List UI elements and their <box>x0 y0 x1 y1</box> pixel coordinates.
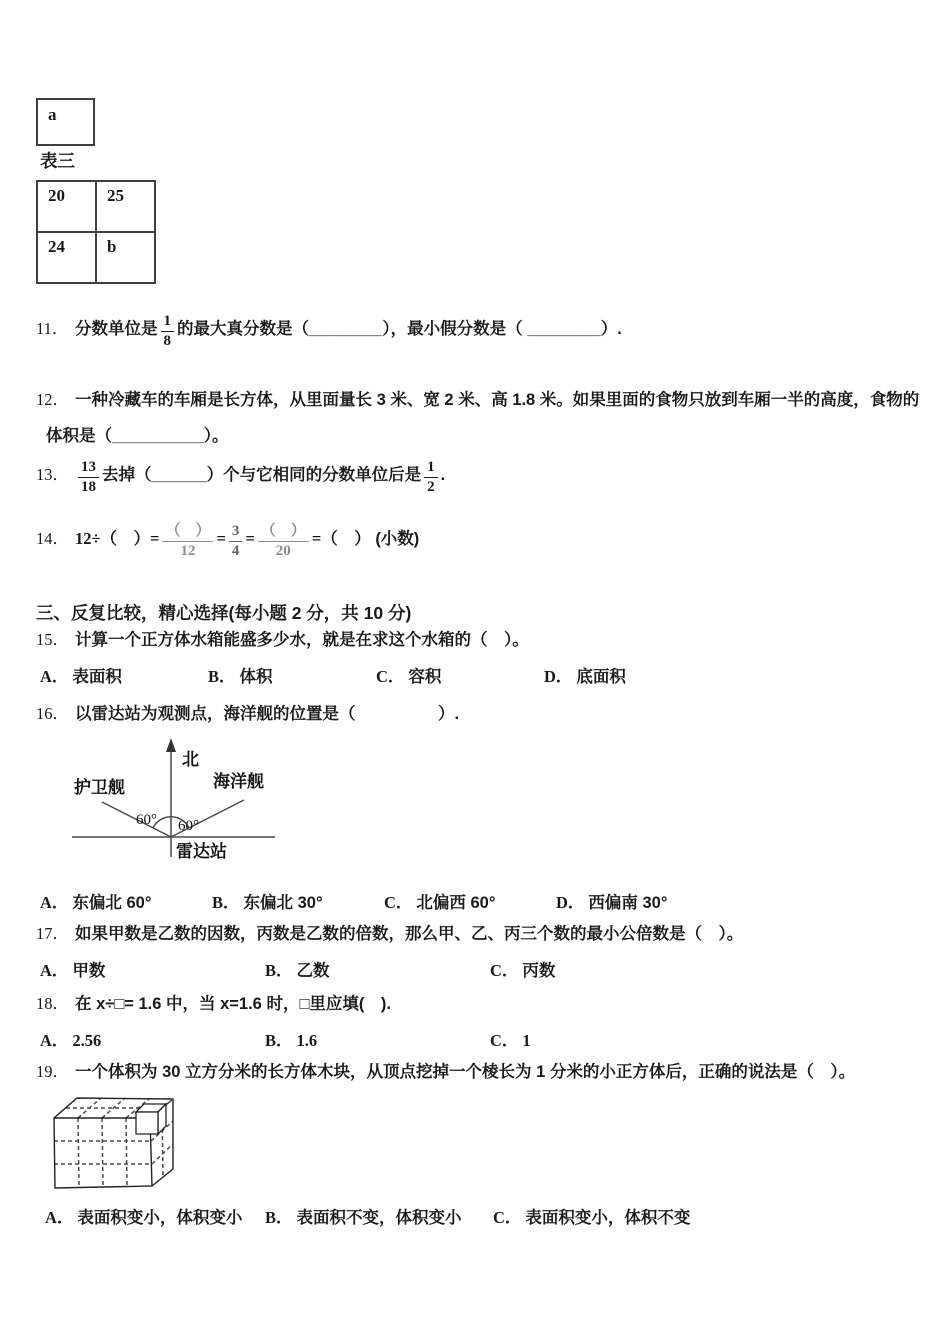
escort-ship-label: 护卫舰 <box>74 778 125 797</box>
option-a: A． 2.56 <box>40 1031 102 1050</box>
question-text: 体积是（ <box>46 427 112 445</box>
question-11 <box>36 314 622 349</box>
question-18 <box>36 992 391 1016</box>
option-b: B． 表面积不变，体积变小 <box>265 1208 462 1227</box>
question-12 <box>36 388 919 412</box>
question-text: 在 x÷□= 1.6 中，当 x=1.6 时，□里应填( ). <box>75 995 391 1013</box>
right-angle-label: 60° <box>178 818 199 834</box>
question-text: . <box>440 465 446 484</box>
question-18-options <box>40 1027 531 1051</box>
question-17 <box>36 922 743 946</box>
question-number: 18． <box>36 994 69 1013</box>
equals-sign: = <box>216 528 226 548</box>
question-16-options <box>40 889 667 913</box>
question-number: 19． <box>36 1062 69 1081</box>
option-d: D． 西偏南 30° <box>556 893 668 912</box>
option-c: C． 表面积变小，体积不变 <box>493 1208 691 1227</box>
question-number: 13． <box>36 464 69 484</box>
option-b: B． 1.6 <box>265 1031 318 1050</box>
question-text: 分数单位是 <box>75 319 158 338</box>
question-number: 17． <box>36 924 69 943</box>
option-a: A． 东偏北 60° <box>40 893 152 912</box>
option-a: A． 表面积 <box>40 667 122 686</box>
question-12-line2 <box>46 424 229 448</box>
question-number: 15． <box>36 630 69 649</box>
question-number: 12． <box>36 390 69 409</box>
left-angle-label: 60° <box>136 812 157 828</box>
question-text: 计算一个正方体水箱能盛多少水，就是在求这个水箱的（ ）。 <box>75 631 529 649</box>
table-cell: 20 <box>37 181 96 232</box>
option-c: C． 容积 <box>376 667 442 686</box>
ocean-ship-label: 海洋舰 <box>213 772 264 791</box>
option-a: A． 甲数 <box>40 961 106 980</box>
fraction-blank-20: $\frac{( )}{20}$ <box>258 524 309 559</box>
question-text: 的最大真分数是（ <box>177 319 309 338</box>
question-text: ）. <box>600 319 622 338</box>
table-caption: 表三 <box>40 151 75 171</box>
question-text: 如果甲数是乙数的因数，丙数是乙数的倍数，那么甲、乙、丙三个数的最小公倍数是（ ）。 <box>75 925 744 943</box>
question-16 <box>36 702 459 726</box>
data-table-3 <box>36 180 156 284</box>
answer-blank: __________ <box>112 427 204 445</box>
question-15 <box>36 628 529 652</box>
equals-sign: = <box>245 528 255 548</box>
option-c: C． 丙数 <box>490 961 556 980</box>
question-text: ），最小假分数是（ <box>382 319 528 338</box>
answer-blank: ______ <box>151 465 207 484</box>
table-cell-a: a <box>36 98 95 146</box>
fraction-3-4: $\frac{3}{4}$ <box>229 524 243 559</box>
question-15-options <box>40 663 626 687</box>
question-14 <box>36 524 419 559</box>
option-d: D． 底面积 <box>544 667 626 686</box>
question-text: 一个体积为 30 立方分米的长方体木块，从顶点挖掉一个棱长为 1 分米的小正方体后，正确的说法是（ ）。 <box>75 1063 856 1081</box>
fraction-1-2: $\frac{1}{2}$ <box>424 460 438 495</box>
equation-text: 12÷（ ）= <box>75 528 160 548</box>
question-text: ）个与它相同的分数单位后是 <box>206 465 422 484</box>
question-text: ）。 <box>203 427 229 445</box>
question-number: 11． <box>36 318 69 338</box>
radar-direction-diagram <box>60 735 290 870</box>
radar-station-label: 雷达站 <box>176 842 227 861</box>
fraction-13-18: $\frac{13}{18}$ <box>78 460 99 495</box>
option-c: C． 北偏西 60° <box>384 893 496 912</box>
north-arrowhead <box>166 738 176 752</box>
corner-cube-notch <box>136 1104 166 1134</box>
question-19-options <box>45 1204 690 1228</box>
fraction-1-8: $\frac{1}{8}$ <box>161 314 175 349</box>
north-label: 北 <box>182 750 199 769</box>
option-b: B． 东偏北 30° <box>212 893 323 912</box>
fraction-blank-12: $\frac{( )}{12}$ <box>162 524 213 559</box>
question-number: 16． <box>36 704 69 723</box>
cuboid-block-diagram <box>42 1092 212 1195</box>
question-number: 14． <box>36 528 69 548</box>
option-c: C． 1 <box>490 1031 531 1050</box>
table-cell: b <box>96 232 155 283</box>
answer-blank: ________ <box>309 319 383 338</box>
equation-note: (小数) <box>375 529 420 548</box>
option-b: B． 体积 <box>208 667 273 686</box>
question-13 <box>36 460 445 495</box>
option-b: B． 乙数 <box>265 961 330 980</box>
question-17-options <box>40 957 555 981</box>
section-3-header: 三、反复比较，精心选择(每小题 2 分，共 10 分) <box>36 603 412 623</box>
option-a: A． 表面积变小，体积变小 <box>45 1208 243 1227</box>
equation-text: =（ ） <box>311 528 371 548</box>
answer-blank: ________ <box>527 319 601 338</box>
question-text: 去掉（ <box>102 465 152 484</box>
question-19 <box>36 1060 855 1084</box>
question-text: 以雷达站为观测点，海洋舰的位置是（ ）. <box>75 705 460 723</box>
question-text: 一种冷藏车的车厢是长方体，从里面量长 3 米、宽 2 米、高 1.8 米。如果里面的食物只放到车厢一半的高度，食物的 <box>75 391 920 409</box>
table-cell: 24 <box>37 232 96 283</box>
table-cell: 25 <box>96 181 155 232</box>
